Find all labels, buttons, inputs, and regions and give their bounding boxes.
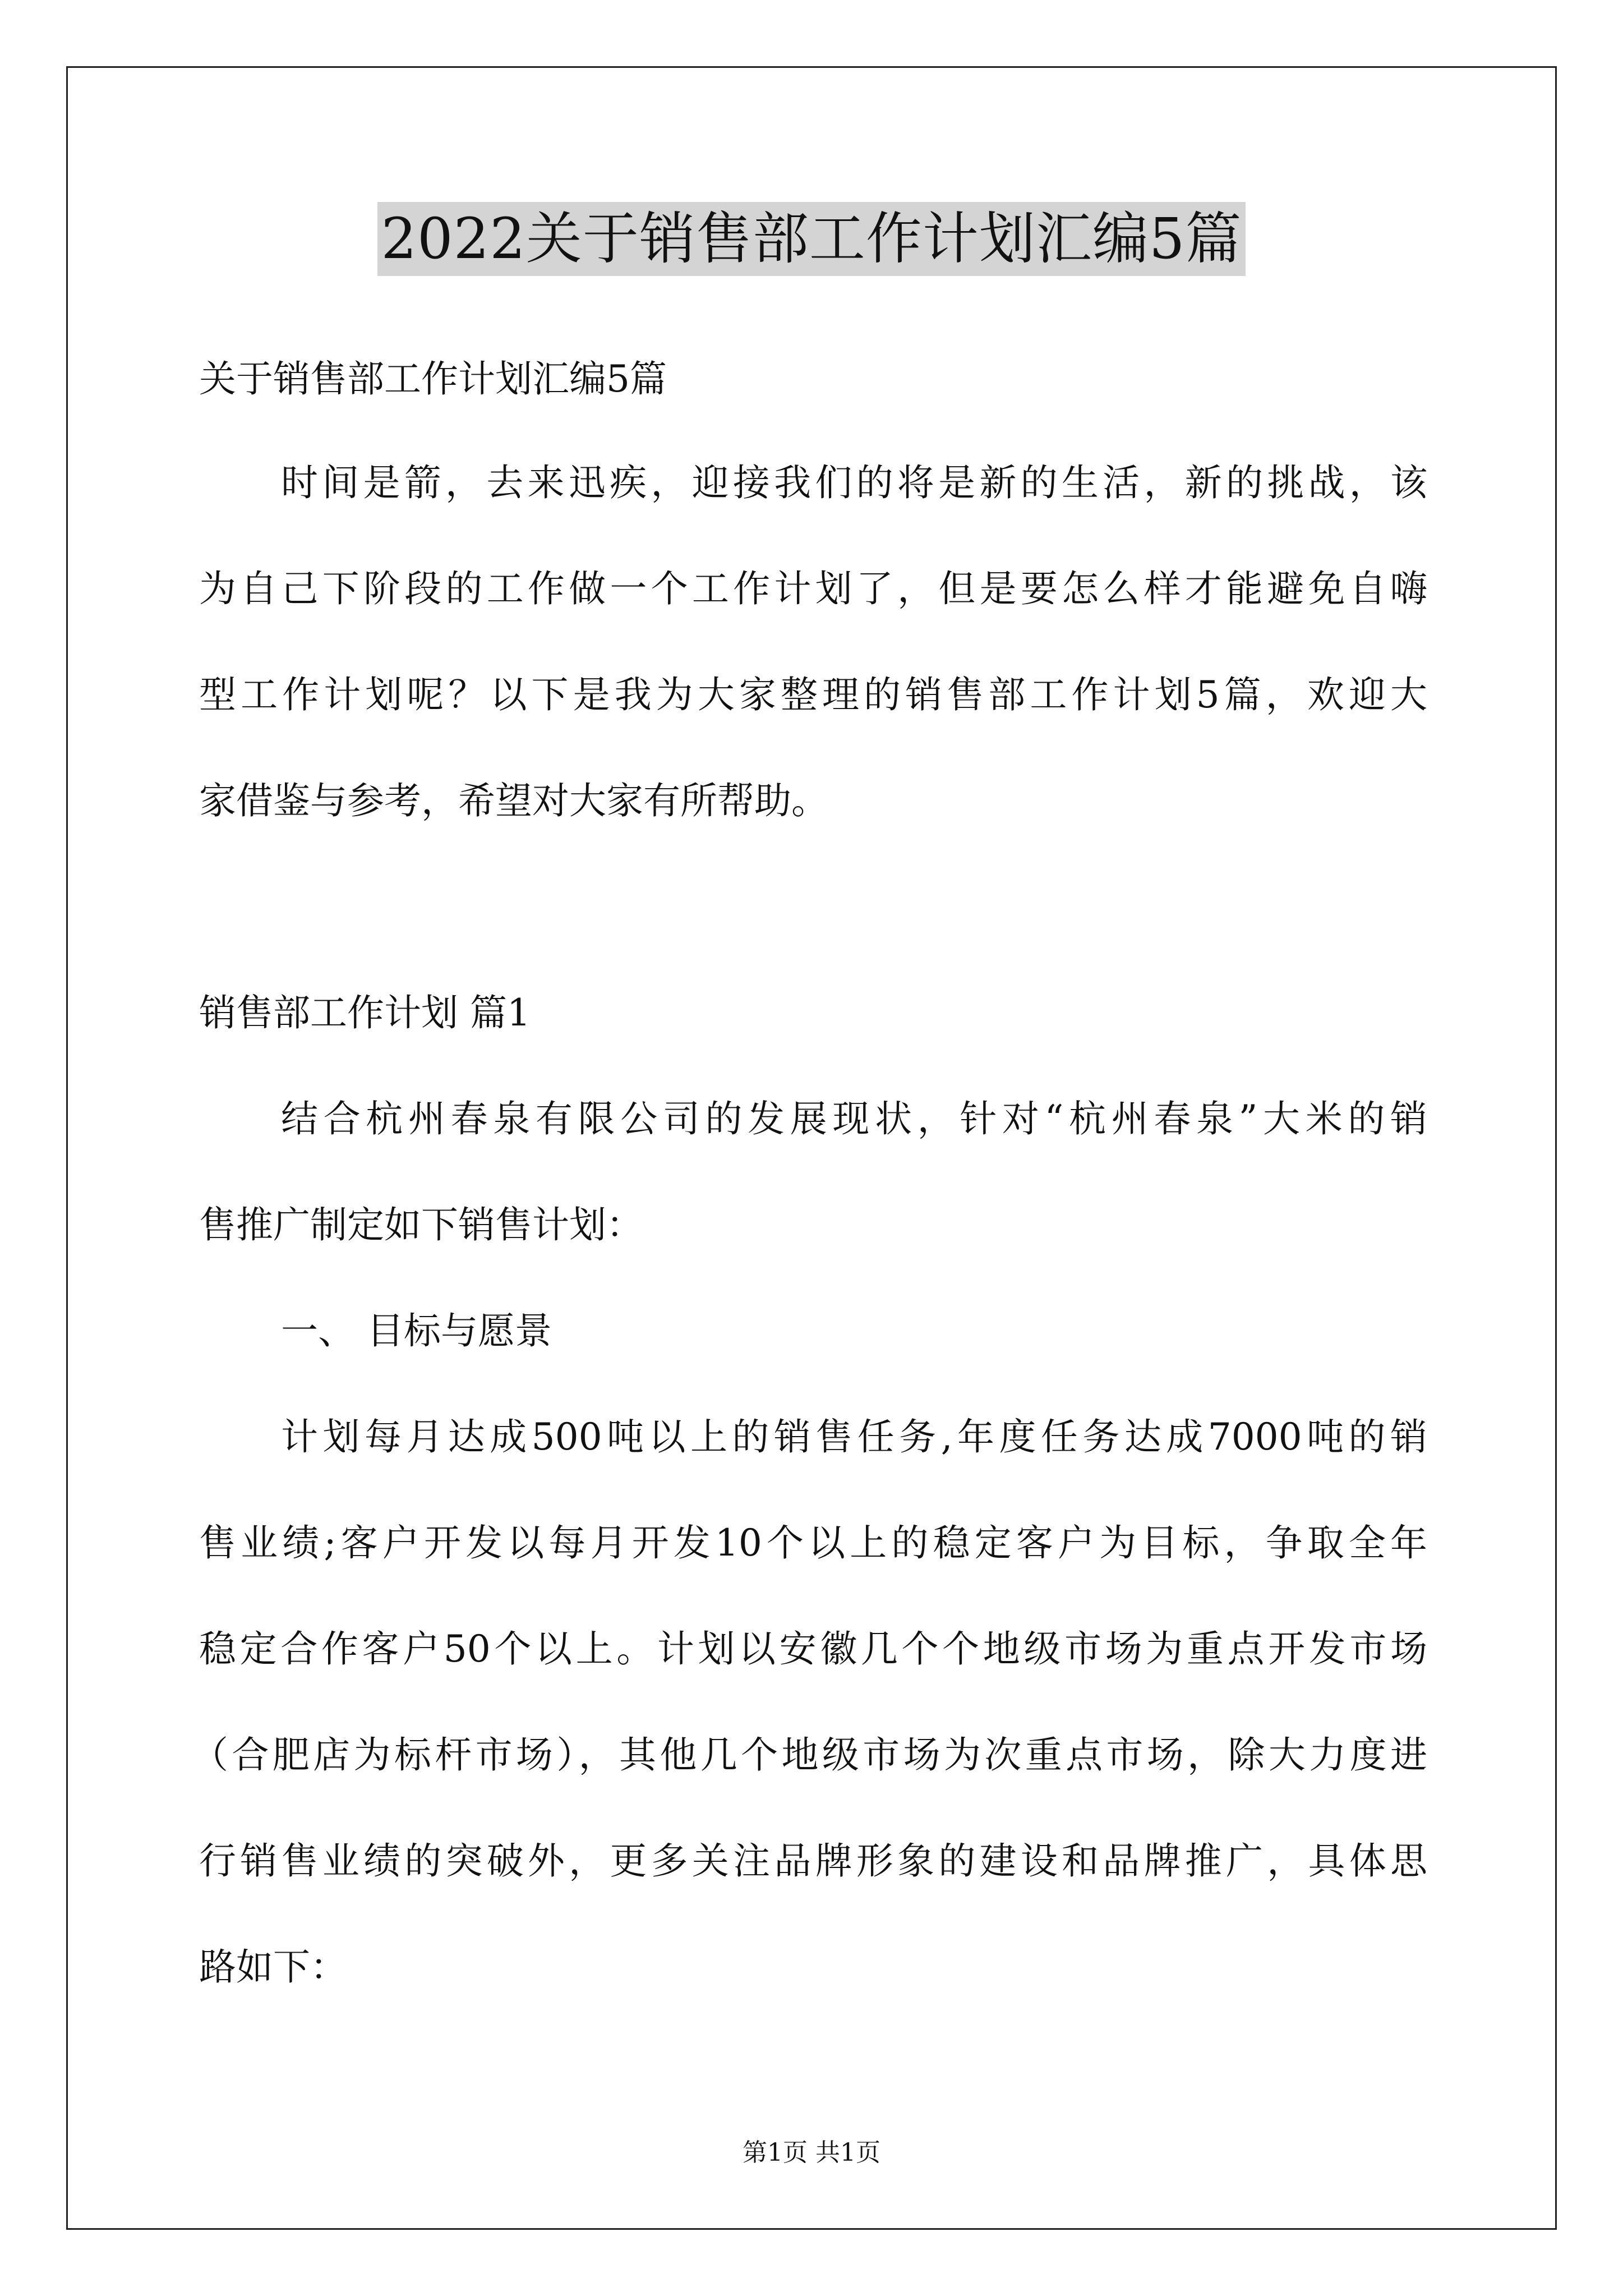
paragraph-line: （合肥店为标杆市场），其他几个地级市场为次重点市场，除大力度进 [191,1733,1427,1777]
paragraph-line: 路如下： [199,1945,347,1989]
intro-line-2: 为自己下阶段的工作做一个工作计划了，但是要怎么样才能避免自嗨 [199,567,1427,610]
paragraph-line: 行销售业绩的突破外，更多关注品牌形象的建设和品牌推广，具体思 [199,1839,1427,1883]
document-title-container [0,202,1623,276]
paragraph-line: 结合杭州春泉有限公司的发展现状，针对“杭州春泉”大米的销 [281,1097,1427,1140]
paragraph-line: 稳定合作客户50个以上。计划以安徽几个个地级市场为重点开发市场 [199,1627,1427,1671]
page-footer: 第1页 共1页 [743,2138,880,2167]
document-title: 2022关于销售部工作计划汇编5篇 [377,202,1245,276]
sub-heading: 一、 目标与愿景 [281,1309,552,1352]
intro-line-1: 时间是箭，去来迅疾，迎接我们的将是新的生活，新的挑战，该 [281,461,1427,504]
section-heading: 销售部工作计划 篇1 [199,991,531,1034]
document-subtitle: 关于销售部工作计划汇编5篇 [199,357,667,401]
paragraph-line: 计划每月达成500吨以上的销售任务,年度任务达成7000吨的销 [281,1415,1427,1458]
intro-line-3: 型工作计划呢？以下是我为大家整理的销售部工作计划5篇，欢迎大 [199,673,1427,716]
intro-line-4: 家借鉴与参考，希望对大家有所帮助。 [199,779,828,822]
paragraph-line: 售业绩;客户开发以每月开发10个以上的稳定客户为目标，争取全年 [199,1521,1427,1565]
paragraph-line: 售推广制定如下销售计划： [199,1203,643,1246]
